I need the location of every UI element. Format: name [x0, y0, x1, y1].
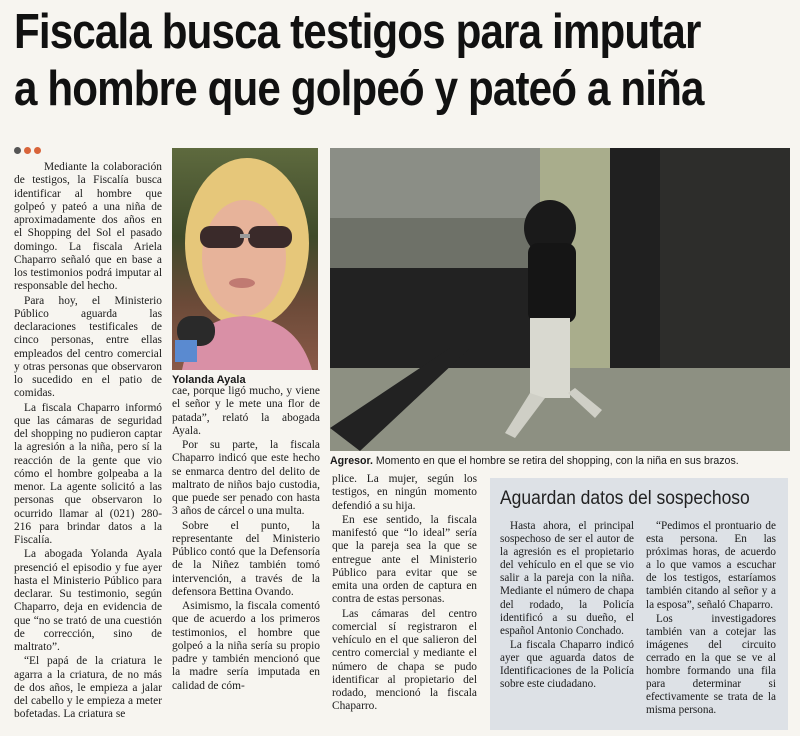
paragraph: La fiscala Chaparro indicó ayer que aguarda datos de Identificaciones de la Policía sobre este ciudadano.: [500, 638, 634, 691]
headline-line-2: a hombre que golpeó y pateó a niña: [14, 62, 704, 116]
dot-icon-2: [24, 147, 31, 154]
paragraph: cae, porque ligó mucho, y viene el señor y le mete una flor de patada”, relató la abogada Ayala.: [172, 385, 320, 437]
section-dots: [14, 147, 41, 154]
article-column-1: [14, 161, 162, 729]
cctv-caption-text: Momento en que el hombre se retira del shopping, con la niña en sus brazos.: [372, 455, 739, 467]
paragraph: En ese sentido, la fiscala manifestó que “lo ideal” sería que la pareja sea la que se entregue ante el Ministerio Público para evitar que se emita una orden de captura en contra de estas personas.: [332, 513, 477, 606]
paragraph: La fiscala Chaparro informó que las cámaras de seguridad del shopping no pudieron captar la agresión a la niña, pero sí la reacción de la gente que vio cómo el hombre golpeaba a la menor. La agente solicitó a las personas que observaron lo ocurrido llamar al (021) 280-216 para brindar datos a la Fiscalía.: [14, 401, 162, 546]
headline: [14, 4, 704, 118]
paragraph: Las cámaras del centro comercial sí registraron el vehículo en el que salieron del centro comercial y mediante el número de chapa se pudo identificar al propietario del rodado, mencionó la fiscala Chaparro.: [332, 607, 477, 713]
cctv-photo: [330, 148, 790, 451]
sidebar-column-1: [500, 520, 634, 730]
portrait-caption: Yolanda Ayala: [172, 374, 246, 386]
dot-icon-1: [14, 147, 21, 154]
paragraph: Hasta ahora, el principal sospechoso de ser el autor de la agresión es el propietario del vehículo en el que se vio salir a la pareja con la niña. Mediante el número de chapa del rodado, la Policía identificó a su dueño, el español Antonio Conchado.: [500, 520, 634, 637]
portrait-photo: [172, 148, 318, 370]
article-column-2: [172, 385, 320, 730]
cctv-caption-lead: Agresor.: [330, 455, 373, 467]
paragraph: Asimismo, la fiscala comentó que de acuerdo a los primeros testimonios, el hombre que golpeó a la niña sería su propio padre y también mencionó que la madre sería imputada en calidad de cóm-: [172, 600, 320, 692]
paragraph: Mediante la colaboración de testigos, la Fiscalía busca identificar al hombre que golpeó y pateó a una niña de aproximadamente dos años en el Shopping del Sol el pasado domingo. La fiscala Ariela Chaparro señaló que en base a los testimonios podrá imputar al responsable del hecho.: [14, 161, 162, 293]
paragraph: Sobre el punto, la representante del Ministerio Público contó que la Defensoría de la Niñez también tomó intervención, a través de la defensora Bettina Ovando.: [172, 519, 320, 598]
portrait-image: [172, 148, 318, 370]
paragraph: “Pedimos el prontuario de esta persona. En las próximas horas, de acuerdo a lo que vamos a escuchar de los testigos, estaríamos también citando al señor y a la esposa”, señaló Chaparro.: [646, 520, 776, 611]
sidebar-column-2: [646, 520, 776, 730]
cctv-caption: [330, 455, 800, 467]
dot-icon-3: [34, 147, 41, 154]
paragraph: La abogada Yolanda Ayala presenció el episodio y fue ayer hasta el Ministerio Público para declarar. Su testimonio, según Chaparro, deja en evidencia de que “no se trató de una cuestión de corrección, sino de maltrato”.: [14, 548, 162, 653]
paragraph: Por su parte, la fiscala Chaparro indicó que este hecho se enmarca dentro del delito de maltrato de niños bajo custodia, que puede ser penado con hasta 3 años de cárcel o una multa.: [172, 439, 320, 518]
paragraph: plice. La mujer, según los testigos, en ningún momento defendió a su hija.: [332, 473, 477, 512]
cctv-image: [330, 148, 790, 451]
paragraph: Para hoy, el Ministerio Público aguarda las declaraciones testificales de cinco personas, entre ellas empleados del centro comercial y otras personas que observaron lo sucedido en el patio de comidas.: [14, 294, 162, 400]
headline-line-1: Fiscala busca testigos para imputar: [14, 5, 701, 59]
sidebar-title: Aguardan datos del sospechoso: [500, 488, 750, 509]
paragraph: Los investigadores también van a cotejar las imágenes del circuito cerrado en la que se ve al hombre formando una fila para determinar si efectivamente se trata de la misma persona.: [646, 612, 776, 717]
paragraph: “El papá de la criatura le agarra a la criatura, de no más de dos años, le empieza a jalar del cabello y le empieza a meter bofetadas. La criatura se: [14, 655, 162, 721]
article-column-3: [332, 473, 477, 731]
